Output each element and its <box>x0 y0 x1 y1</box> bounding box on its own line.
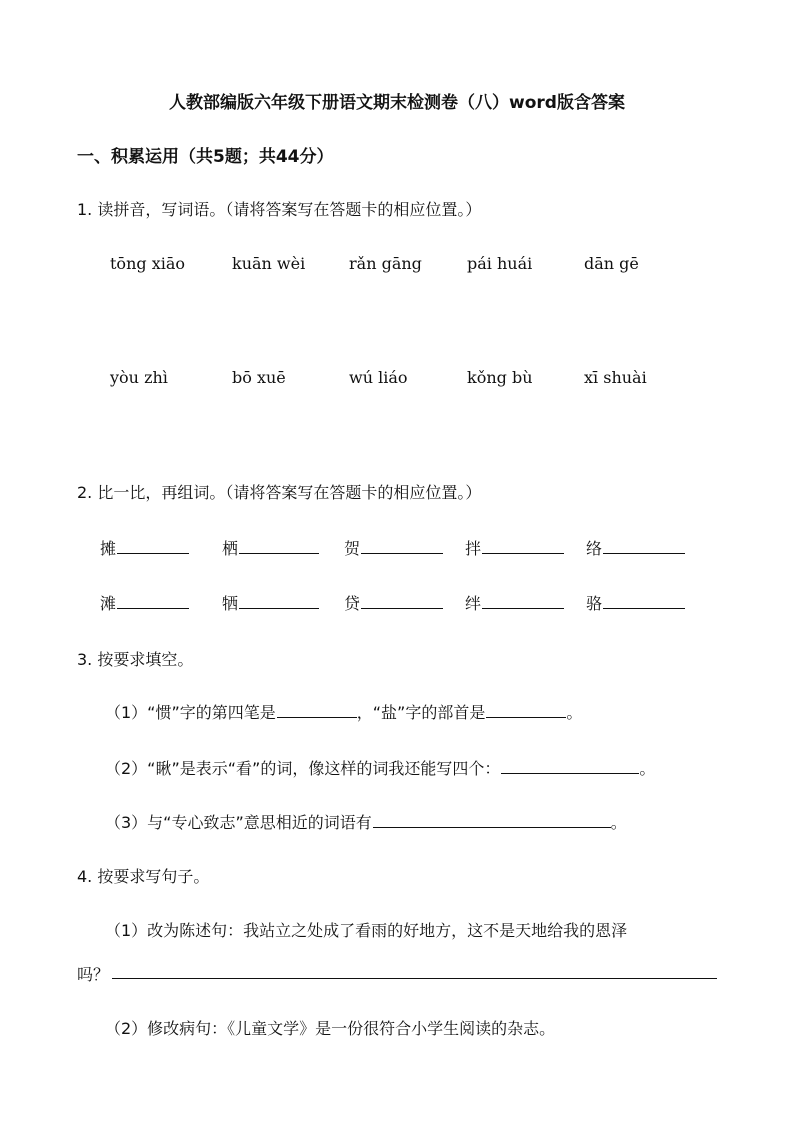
pinyin-item: wú liáo <box>349 368 408 387</box>
compare-word-item <box>222 591 319 614</box>
prompt-text: （1）“惯”字的第四笔是 <box>105 703 276 722</box>
answer-blank[interactable] <box>603 592 685 609</box>
char: 拌 <box>465 539 482 558</box>
prompt-text: ，“盐”字的部首是 <box>356 703 486 722</box>
section-heading: 一、积累运用（共5题；共44分） <box>77 147 334 167</box>
char: 绊 <box>465 594 482 613</box>
answer-blank[interactable] <box>361 537 443 554</box>
char: 摊 <box>100 539 117 558</box>
question-3-label: 3. 按要求填空。 <box>77 650 194 669</box>
answer-blank[interactable] <box>501 757 639 774</box>
compare-word-item <box>344 536 443 559</box>
compare-word-item <box>465 591 564 614</box>
answer-blank[interactable] <box>117 537 189 554</box>
answer-blank[interactable] <box>482 537 564 554</box>
answer-blank[interactable] <box>239 537 319 554</box>
prompt-text: （3）与“专心致志”意思相近的词语有 <box>105 813 372 832</box>
pinyin-item: kǒng bù <box>467 368 533 387</box>
pinyin-item: xī shuài <box>584 368 647 387</box>
answer-blank[interactable] <box>277 701 357 718</box>
prompt-text: 。 <box>639 759 656 778</box>
question-1-label: 1. 读拼音，写词语。（请将答案写在答题卡的相应位置。） <box>77 200 482 219</box>
pinyin-item: bō xuē <box>232 368 286 387</box>
prompt-text: 。 <box>566 703 583 722</box>
answer-blank[interactable] <box>482 592 564 609</box>
question-2-label: 2. 比一比，再组词。（请将答案写在答题卡的相应位置。） <box>77 483 482 502</box>
compare-word-item <box>100 591 189 614</box>
question-3-part-3 <box>105 810 627 833</box>
answer-blank[interactable] <box>239 592 319 609</box>
question-4-label: 4. 按要求写句子。 <box>77 867 210 886</box>
answer-blank[interactable] <box>373 811 611 828</box>
char: 滩 <box>100 594 117 613</box>
answer-blank[interactable] <box>603 537 685 554</box>
compare-word-item <box>465 536 564 559</box>
char: 牺 <box>222 594 239 613</box>
pinyin-item: kuān wèi <box>232 254 306 273</box>
pinyin-item: dān gē <box>584 254 639 273</box>
answer-blank[interactable] <box>486 701 566 718</box>
answer-blank[interactable] <box>361 592 443 609</box>
char: 骆 <box>586 594 603 613</box>
pinyin-item: yòu zhì <box>110 368 168 387</box>
question-4-part-1-prompt-end: 吗？ <box>77 965 110 984</box>
question-4-part-1-prompt: （1）改为陈述句：我站立之处成了看雨的好地方，这不是天地给我的恩泽 <box>105 921 628 940</box>
prompt-text: 。 <box>610 813 627 832</box>
answer-line[interactable] <box>112 978 717 979</box>
pinyin-item: tōng xiāo <box>110 254 186 273</box>
page-title: 人教部编版六年级下册语文期末检测卷（八）word版含答案 <box>169 93 625 113</box>
pinyin-item: pái huái <box>467 254 533 273</box>
question-3-part-1 <box>105 700 582 723</box>
answer-blank[interactable] <box>117 592 189 609</box>
compare-word-item <box>586 591 685 614</box>
char: 贷 <box>344 594 361 613</box>
char: 络 <box>586 539 603 558</box>
compare-word-item <box>586 536 685 559</box>
compare-word-item <box>100 536 189 559</box>
char: 贺 <box>344 539 361 558</box>
compare-word-item <box>222 536 319 559</box>
question-4-part-2-prompt: （2）修改病句：《儿童文学》是一份很符合小学生阅读的杂志。 <box>105 1019 556 1038</box>
question-3-part-2 <box>105 756 655 779</box>
char: 栖 <box>222 539 239 558</box>
compare-word-item <box>344 591 443 614</box>
prompt-text: （2）“瞅”是表示“看”的词，像这样的词我还能写四个： <box>105 759 501 778</box>
pinyin-item: rǎn gāng <box>349 254 422 273</box>
